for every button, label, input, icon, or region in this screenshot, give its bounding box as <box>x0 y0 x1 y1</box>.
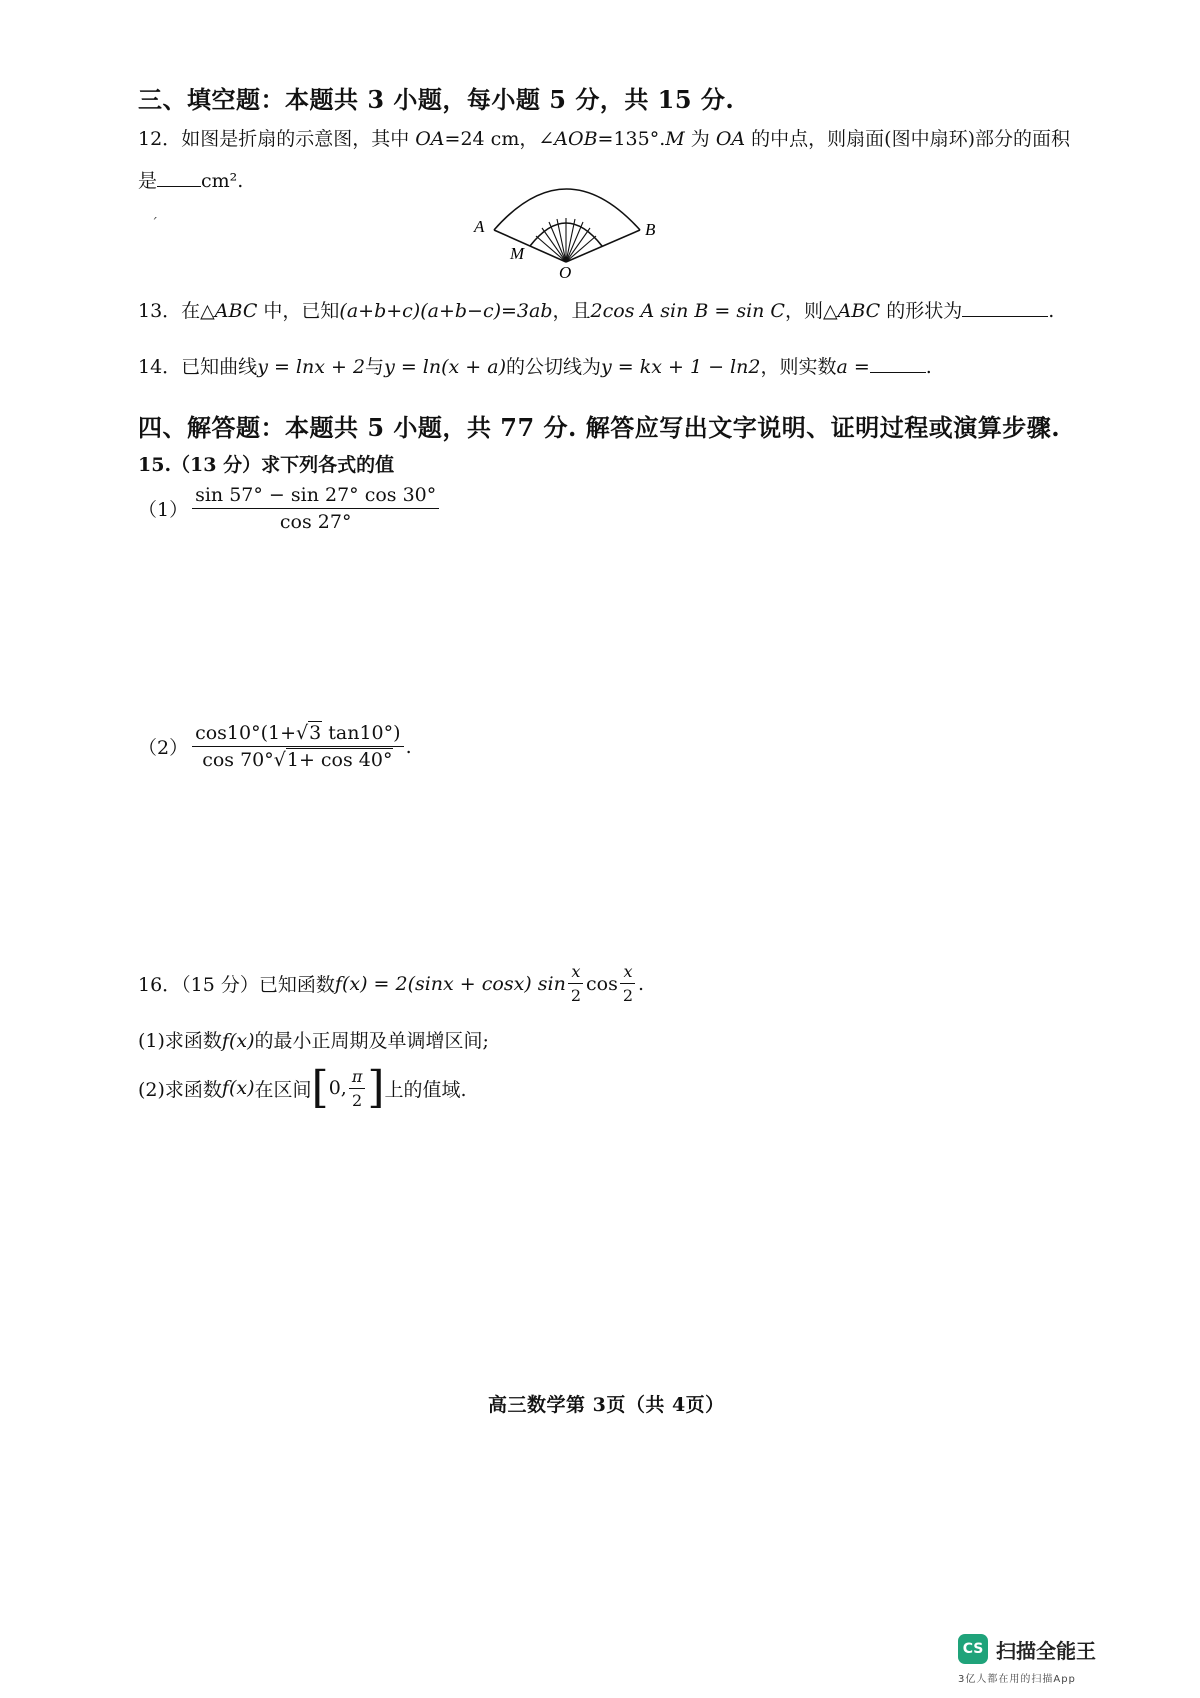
folding-fan-diagram <box>468 172 668 280</box>
q14-answer-blank[interactable] <box>870 371 926 373</box>
q13-text-a: 中，已知 <box>257 300 340 322</box>
scanner-tagline: 3亿人都在用的扫描App <box>958 1674 1076 1685</box>
q16-half-den-2: 2 <box>622 986 634 1005</box>
q16-half-den-1: 2 <box>570 986 582 1005</box>
q15-p2-den-a: cos 70° <box>202 749 274 771</box>
q15-p2-den-sqrt: 1+ cos 40° <box>286 749 393 771</box>
q13-expr2: 2cos A sin B = sin C <box>590 300 785 322</box>
q14-tangent: y = kx + 1 − ln2 <box>601 356 761 378</box>
fan-label-a: A <box>474 217 485 236</box>
interval-pi: π <box>349 1067 366 1089</box>
q12-oa: OA <box>415 128 445 150</box>
q12-text-e: 的中点，则扇面(图中扇环)部分的面积 <box>745 128 1071 150</box>
q14-number: 14．已知曲线 <box>138 356 258 378</box>
question-12-line-2 <box>138 166 243 193</box>
interval-two: 2 <box>351 1090 363 1110</box>
fan-outer-arc <box>494 189 640 230</box>
q12-m: M <box>665 128 685 150</box>
fan-ribs <box>536 218 596 262</box>
interval-pi-over-2 <box>349 1067 366 1110</box>
q16-part1-fx: f(x) <box>221 1030 255 1052</box>
q13-abc: ABC <box>214 300 258 322</box>
q14-curve2: y = ln(x + a) <box>384 356 506 378</box>
q13-abc2: ABC <box>837 300 881 322</box>
q14-end: . <box>925 356 932 378</box>
q15-p2-end: . <box>405 735 412 758</box>
q13-text-c: ，则△ <box>784 300 838 322</box>
q15-p2-denominator <box>199 747 396 771</box>
q12-unit: cm². <box>201 170 244 192</box>
sqrt-symbol: √ <box>273 749 286 771</box>
q16-part2-fx: f(x) <box>221 1077 255 1099</box>
interval-left-bracket: [ <box>311 1062 329 1113</box>
fan-label-b: B <box>645 220 656 239</box>
q14-a-eq: a = <box>836 356 870 378</box>
scan-artifact-mark: ˊ <box>151 216 158 232</box>
section-3-heading: 三、填空题：本题共 3 小题，每小题 5 分，共 15 分. <box>138 85 735 114</box>
q15-part-1 <box>138 484 441 533</box>
question-14 <box>138 352 932 379</box>
q15-p2-fraction <box>192 722 403 771</box>
q15-p2-num-sqrt: 3 <box>309 722 322 744</box>
q13-end: . <box>1048 300 1055 322</box>
q16-half-angle-2 <box>620 962 636 1005</box>
q16-part-2 <box>138 1062 467 1113</box>
q15-part-2 <box>138 722 412 771</box>
section-4-heading: 四、解答题：本题共 5 小题，共 77 分. 解答应写出文字说明、证明过程或演算步骤. <box>138 413 1061 442</box>
page-footer: 高三数学第 3页（共 4页） <box>488 1394 725 1416</box>
sqrt-symbol: √ <box>296 722 309 744</box>
q16-part1-b: 的最小正周期及单调增区间; <box>254 1030 489 1052</box>
q16-half-num-1: x <box>568 962 583 984</box>
q15-p2-num-b: tan10°) <box>322 722 401 744</box>
q16-part1-a: (1)求函数 <box>138 1030 222 1052</box>
q14-text-b: 的公切线为 <box>505 356 601 378</box>
q13-text-d: 的形状为 <box>880 300 963 322</box>
q14-curve1: y = lnx + 2 <box>257 356 366 378</box>
fan-label-m: M <box>510 244 525 263</box>
q16-part2-a: (2)求函数 <box>138 1078 222 1101</box>
question-12-line-1 <box>138 124 1070 151</box>
q15-p1-label: （1） <box>138 499 189 521</box>
q15-title: 15.（13 分）求下列各式的值 <box>138 454 395 476</box>
q16-part-1 <box>138 1026 489 1053</box>
q16-part2-b: 在区间 <box>254 1078 312 1101</box>
q12-oa2: OA <box>715 128 746 150</box>
q16-cos: cos <box>586 972 618 995</box>
q13-number: 13．在△ <box>138 300 215 322</box>
q14-text-a: 与 <box>365 356 385 378</box>
q13-answer-blank[interactable] <box>962 315 1048 317</box>
fan-label-o: O <box>559 263 572 280</box>
question-13 <box>138 296 1054 323</box>
q16-number: 16．（15 分）已知函数 <box>138 974 335 996</box>
q12-text-b: =24 cm，∠ <box>444 128 555 150</box>
q13-expr1: (a+b+c)(a+b−c)=3ab <box>339 300 553 322</box>
q16-part2-c: 上的值域. <box>384 1078 467 1101</box>
q16-end: . <box>638 972 645 995</box>
q16-half-num-2: x <box>620 962 635 984</box>
q15-p2-num-a: cos10°(1+ <box>195 722 297 744</box>
q15-p1-fraction <box>192 484 439 533</box>
q12-text-d: 为 <box>684 128 716 150</box>
q16-half-angle-1 <box>568 962 584 1005</box>
q12-text-c: =135°. <box>597 128 666 150</box>
q12-number: 12． <box>138 128 182 150</box>
q15-p1-numerator: sin 57° − sin 27° cos 30° <box>192 484 439 509</box>
q15-p2-numerator <box>192 722 403 747</box>
q15-p1-denominator: cos 27° <box>279 511 352 533</box>
interval-right-bracket: ] <box>367 1062 385 1113</box>
q14-text-c: ，则实数 <box>760 356 837 378</box>
q15-p2-label: （2） <box>138 737 189 759</box>
q12-aob: AOB <box>554 128 598 150</box>
q12-answer-blank[interactable] <box>157 185 201 187</box>
q13-text-b: ，且 <box>552 300 591 322</box>
interval-zero: 0, <box>328 1077 347 1099</box>
q12-line2-a: 是 <box>138 170 158 192</box>
question-16 <box>138 962 644 1005</box>
scanner-logo <box>958 1634 1096 1664</box>
q12-text-a: 如图是折扇的示意图，其中 <box>181 128 416 150</box>
scanner-logo-icon: CS <box>958 1634 988 1664</box>
q16-f-def: f(x) = 2(sinx + cosx) sin <box>334 972 566 995</box>
scanner-watermark <box>958 1634 1096 1685</box>
scanner-app-name: 扫描全能王 <box>996 1638 1096 1663</box>
